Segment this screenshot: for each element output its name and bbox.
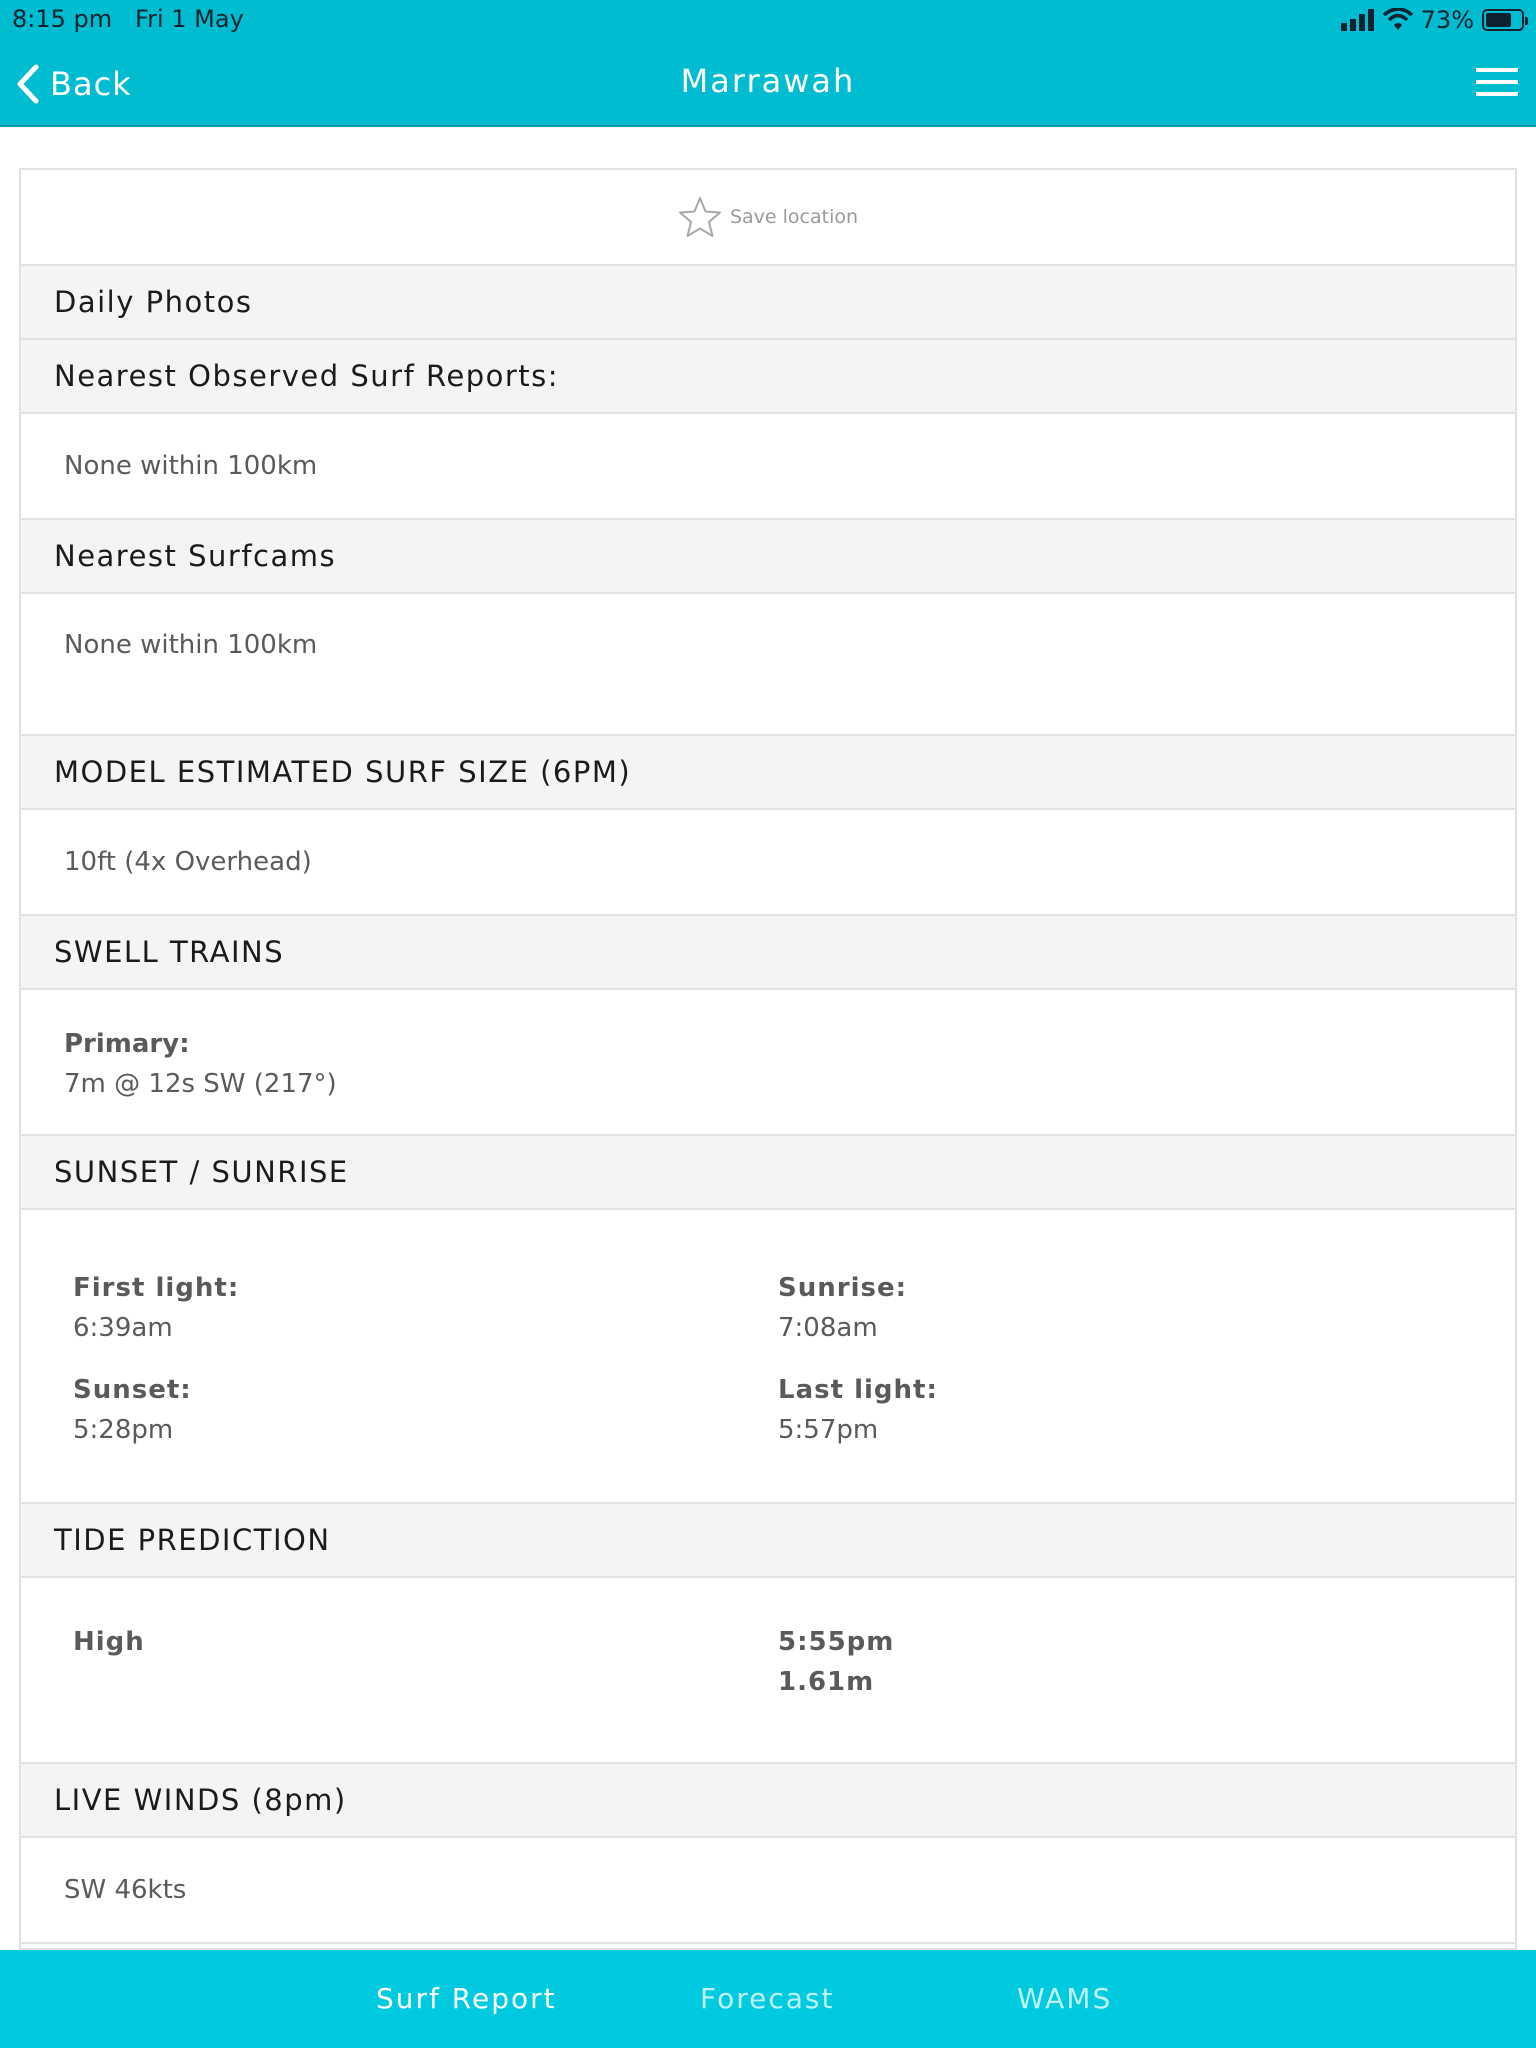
swell-trains-body [21, 990, 1515, 1136]
location-details-card [19, 168, 1517, 1950]
bottom-tab-bar [0, 1950, 1536, 2048]
cellular-signal-icon [1341, 9, 1375, 31]
swell-primary-label: Primary: [64, 1029, 190, 1059]
surf-size-body [21, 810, 1515, 916]
sun-header: SUNSET / SUNRISE [21, 1136, 1515, 1210]
status-time: 8:15 pm [12, 5, 113, 33]
live-winds-header: LIVE WINDS (8pm) [21, 1764, 1515, 1838]
surf-size-header: MODEL ESTIMATED SURF SIZE (6PM) [21, 736, 1515, 810]
battery-percentage: 73% [1420, 6, 1474, 34]
tab-surf-report[interactable]: Surf Report [376, 1982, 557, 2015]
swell-primary-value: 7m @ 12s SW (217°) [64, 1069, 337, 1099]
back-label: Back [50, 65, 132, 103]
page-title: Marrawah [680, 62, 856, 100]
daily-photos-header[interactable]: Daily Photos [21, 266, 1515, 340]
star-outline-icon [678, 196, 722, 238]
sunset: Sunset: 5:28pm [73, 1375, 192, 1445]
status-indicators [1341, 5, 1524, 35]
status-time-date [12, 5, 244, 33]
swell-trains-header: SWELL TRAINS [21, 916, 1515, 990]
surf-size-value: 10ft (4x Overhead) [64, 847, 312, 877]
surf-reports-header: Nearest Observed Surf Reports: [21, 340, 1515, 414]
tide-type: High [73, 1627, 145, 1657]
hamburger-menu-icon [1476, 66, 1518, 98]
menu-button[interactable] [1476, 66, 1518, 98]
surf-reports-text: None within 100km [64, 451, 318, 481]
top-navigation-bar [0, 0, 1536, 127]
tide-header: TIDE PREDICTION [21, 1504, 1515, 1578]
save-location-button[interactable] [21, 170, 1515, 266]
sunrise: Sunrise: 7:08am [778, 1273, 907, 1343]
wifi-icon [1383, 8, 1413, 32]
tide-height: 1.61m [778, 1667, 875, 1697]
first-light: First light: 6:39am [73, 1273, 240, 1343]
tab-forecast[interactable]: Forecast [700, 1982, 835, 2015]
surfcams-text: None within 100km [64, 630, 318, 660]
battery-level [1486, 13, 1511, 27]
sun-body [21, 1210, 1515, 1504]
live-winds-body [21, 1838, 1515, 1944]
last-light: Last light: 5:57pm [778, 1375, 938, 1445]
tide-body [21, 1578, 1515, 1764]
tab-wams[interactable]: WAMS [1017, 1982, 1113, 2015]
tide-time: 5:55pm [778, 1627, 895, 1657]
surfcams-header: Nearest Surfcams [21, 520, 1515, 594]
status-date: Fri 1 May [135, 5, 244, 33]
surfcams-body [21, 594, 1515, 736]
save-location-label: Save location [729, 206, 859, 228]
surf-reports-body [21, 414, 1515, 520]
battery-icon [1482, 9, 1524, 31]
live-winds-value: SW 46kts [64, 1875, 187, 1905]
